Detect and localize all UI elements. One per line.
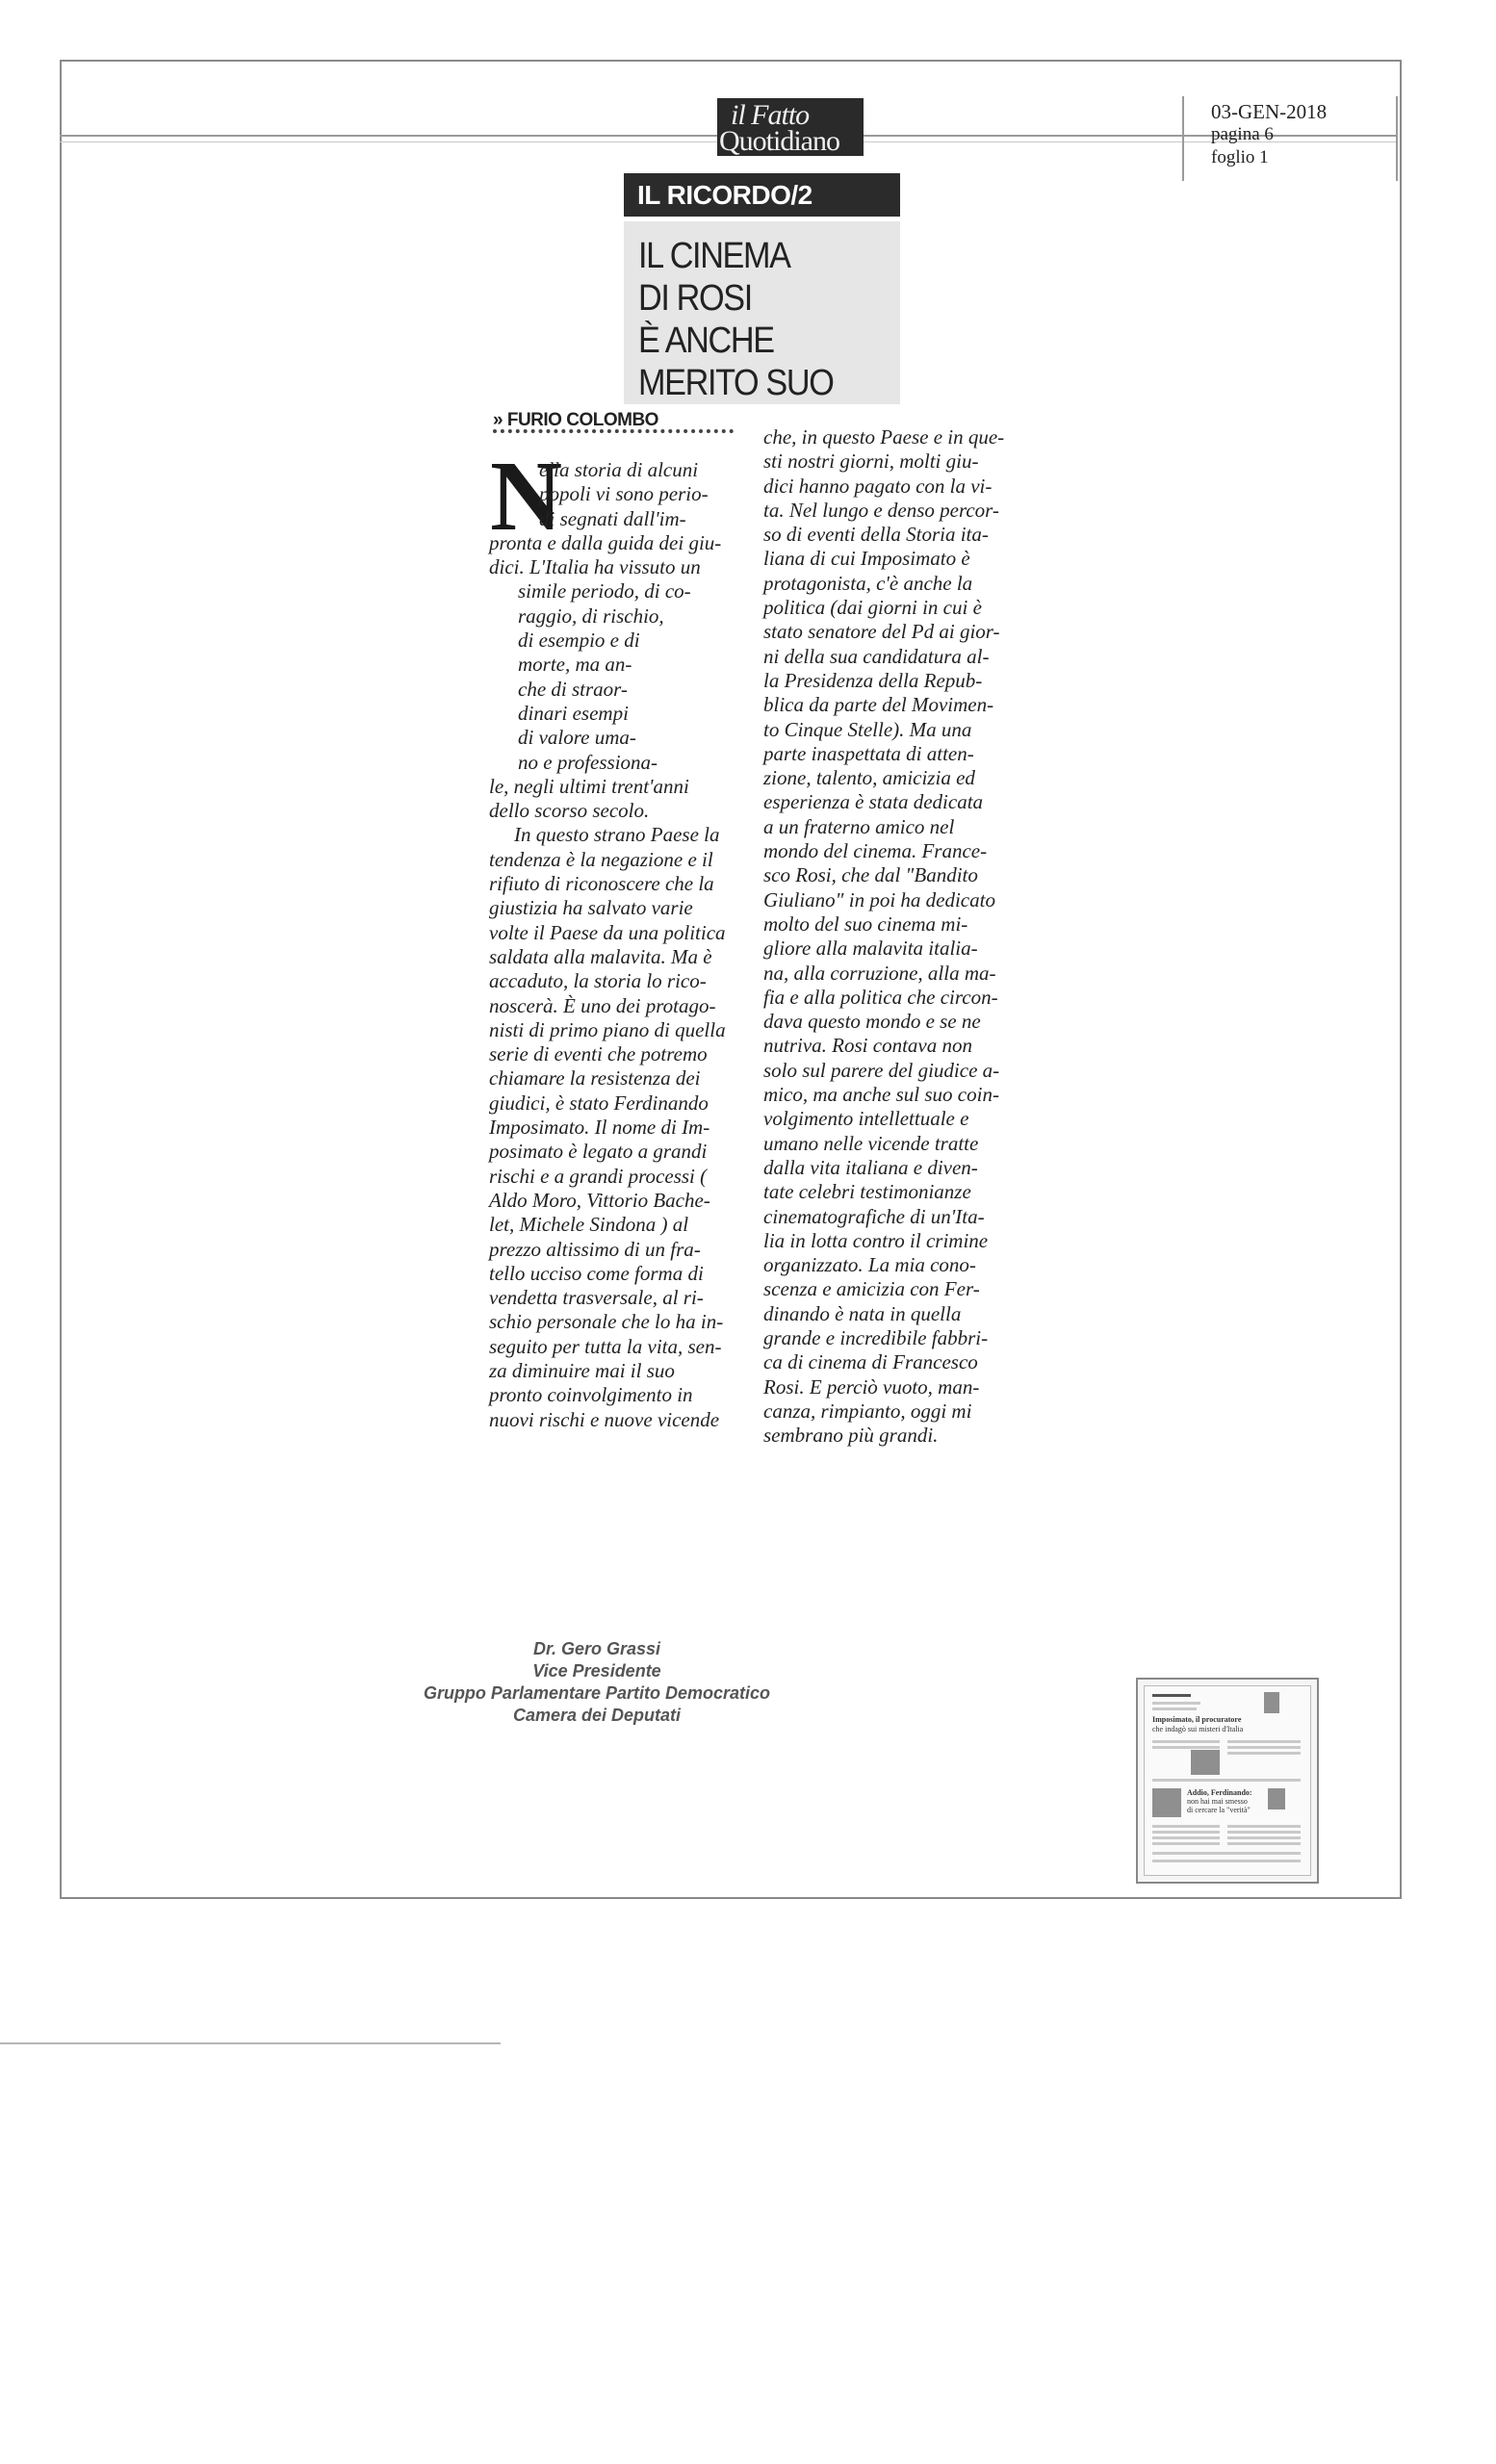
article-column-1 xyxy=(460,458,749,1432)
thumbnail-photo xyxy=(1264,1692,1279,1713)
article-line: ta. Nel lungo e denso percor- xyxy=(763,498,999,522)
article-line: mico, ma anche sul suo coin- xyxy=(763,1083,999,1107)
byline-dotted-rule xyxy=(493,429,734,433)
article-line: dello scorso secolo. xyxy=(489,799,650,823)
article-line: la Presidenza della Repub- xyxy=(763,668,983,692)
thumbnail-text-line xyxy=(1152,1825,1220,1828)
clipping-page: pagina 6 xyxy=(1211,124,1274,144)
article-line: parte inaspettata di atten- xyxy=(763,741,974,765)
article-line: Giuliano" in poi ha dedicato xyxy=(763,887,995,911)
byline: » FURIO COLOMBO xyxy=(493,410,658,430)
article-line: esperienza è stata dedicata xyxy=(763,790,984,814)
logo-line-2: Quotidiano xyxy=(719,125,839,157)
thumbnail-headline-1: Imposimato, il procuratore xyxy=(1152,1715,1242,1724)
article-line: serie di eventi che potremo xyxy=(489,1042,708,1066)
article-line: rischi e a grandi processi ( xyxy=(489,1164,708,1188)
thumbnail-subline-1: che indagò sui misteri d'Italia xyxy=(1152,1725,1244,1733)
article-line: Rosi. E perciò vuoto, man- xyxy=(763,1374,980,1399)
article-line: ca di cinema di Francesco xyxy=(763,1350,978,1374)
article-line: che, in questo Paese e in que- xyxy=(763,425,1005,449)
article-line: dici. L'Italia ha vissuto un xyxy=(489,555,701,579)
headline-line: DI ROSI xyxy=(638,278,752,319)
thumbnail-text-line xyxy=(1227,1836,1301,1839)
article-line: accaduto, la storia lo rico- xyxy=(489,969,707,993)
article-line: blica da parte del Movimen- xyxy=(763,693,994,717)
article-line: sti nostri giorni, molti giu- xyxy=(763,449,979,474)
article-line: morte, ma an- xyxy=(518,653,632,677)
thumbnail-text-line xyxy=(1152,1740,1220,1743)
thumbnail-text-line xyxy=(1227,1740,1301,1743)
article-line: dici hanno pagato con la vi- xyxy=(763,474,993,498)
article-line: popoli vi sono perio- xyxy=(539,482,709,506)
article-line: dinari esempi xyxy=(518,701,629,725)
article-line: prezzo altissimo di un fra- xyxy=(489,1237,701,1261)
article-line: cinematografiche di un'Ita- xyxy=(763,1204,985,1228)
thumbnail-photo xyxy=(1152,1788,1181,1817)
article-line: giudici, è stato Ferdinando xyxy=(489,1091,709,1115)
thumbnail-text-line xyxy=(1152,1860,1301,1862)
headline-line: IL CINEMA xyxy=(638,236,790,276)
thumbnail-photo xyxy=(1268,1788,1285,1810)
thumbnail-text-line xyxy=(1152,1836,1220,1839)
article-line: posimato è legato a grandi xyxy=(489,1140,708,1164)
article-line: Aldo Moro, Vittorio Bache- xyxy=(489,1188,710,1212)
article-line: giustizia ha salvato varie xyxy=(489,896,693,920)
article-line: nutriva. Rosi contava non xyxy=(763,1034,972,1058)
article-line: grande e incredibile fabbri- xyxy=(763,1325,989,1349)
signature-stamp xyxy=(385,1638,809,1727)
article-line: politica (dai giorni in cui è xyxy=(763,596,982,620)
article-line: scenza e amicizia con Fer- xyxy=(763,1277,980,1301)
headline xyxy=(638,235,834,404)
article-line: za diminuire mai il suo xyxy=(489,1358,675,1382)
article-line: di valore uma- xyxy=(518,726,636,750)
article-line: canza, rimpianto, oggi mi xyxy=(763,1399,972,1423)
article-line: to Cinque Stelle). Ma una xyxy=(763,717,972,741)
article-line: a un fraterno amico nel xyxy=(763,814,955,838)
signature-name: Dr. Gero Grassi xyxy=(532,1639,661,1658)
article-line: In questo strano Paese la xyxy=(514,823,720,847)
section-kicker: IL RICORDO/2 xyxy=(624,173,900,217)
article-line: Imposimato. Il nome di Im- xyxy=(489,1116,710,1140)
headline-line: MERITO SUO xyxy=(638,363,834,403)
thumbnail-text-line xyxy=(1152,1707,1197,1710)
article-line: mondo del cinema. France- xyxy=(763,839,988,863)
clipping-sheet: foglio 1 xyxy=(1211,147,1269,167)
thumbnail-masthead xyxy=(1152,1694,1191,1697)
signature-group: Gruppo Parlamentare Partito Democratico xyxy=(423,1683,771,1703)
article-line: dava questo mondo e se ne xyxy=(763,1010,981,1034)
article-line: solo sul parere del giudice a- xyxy=(763,1058,1000,1082)
article-line: pronto coinvolgimento in xyxy=(489,1383,693,1407)
article-line: protagonista, c'è anche la xyxy=(763,571,973,595)
thumbnail-text-line xyxy=(1227,1831,1301,1834)
article-line: di segnati dall'im- xyxy=(539,506,686,530)
article-line: ni della sua candidatura al- xyxy=(763,644,990,668)
thumbnail-text-line xyxy=(1227,1825,1301,1828)
scan-edge-line xyxy=(0,2042,501,2044)
article-line: stato senatore del Pd ai gior- xyxy=(763,620,1000,644)
thumbnail-text-line xyxy=(1152,1852,1301,1855)
article-line: tello ucciso come forma di xyxy=(489,1261,704,1285)
article-line: lia in lotta contro il crimine xyxy=(763,1228,989,1252)
article-line: molto del suo cinema mi- xyxy=(763,911,968,936)
article-line: na, alla corruzione, alla ma- xyxy=(763,961,996,985)
article-line: volgimento intellettuale e xyxy=(763,1107,969,1131)
drop-cap: N xyxy=(490,441,563,552)
thumbnail-text-line xyxy=(1152,1831,1220,1834)
article-line: nisti di primo piano di quella xyxy=(489,1017,726,1041)
article-line: noscerà. È uno dei protago- xyxy=(489,993,716,1017)
article-line: pronta e dalla guida dei giu- xyxy=(489,530,722,554)
article-line: sembrano più grandi. xyxy=(763,1424,939,1448)
article-line: let, Michele Sindona ) al xyxy=(489,1213,689,1237)
article-line: gliore alla malavita italia- xyxy=(763,937,978,961)
thumbnail-text-line xyxy=(1152,1746,1220,1749)
article-line: ella storia di alcuni xyxy=(539,458,699,481)
thumbnail-text-line xyxy=(1227,1746,1301,1749)
thumbnail-headline-2: Addio, Ferdinando: xyxy=(1187,1788,1252,1797)
thumbnail-text-line xyxy=(1152,1779,1301,1782)
article-line: chiamare la resistenza dei xyxy=(489,1066,701,1091)
article-line: nuovi rischi e nuove vicende xyxy=(489,1407,720,1431)
article-line: zione, talento, amicizia ed xyxy=(763,766,975,790)
thumbnail-photo xyxy=(1191,1750,1220,1775)
article-line: dinando è nata in quella xyxy=(763,1301,962,1325)
page-thumbnail xyxy=(1136,1678,1319,1884)
article-line: sco Rosi, che dal "Bandito xyxy=(763,863,978,887)
logo-line-1: il Fatto xyxy=(731,99,810,131)
article-line: no e professiona- xyxy=(518,750,658,774)
clipping-date: 03-GEN-2018 xyxy=(1211,100,1328,123)
thumbnail-page xyxy=(1144,1685,1311,1876)
article-line: di esempio e di xyxy=(518,629,640,653)
signature-role: Vice Presidente xyxy=(532,1661,661,1681)
thumbnail-text-line xyxy=(1152,1702,1200,1705)
article-line: tate celebri testimonianze xyxy=(763,1180,971,1204)
article-line: dalla vita italiana e diven- xyxy=(763,1155,978,1179)
thumbnail-subline-2: non hai mai smesso xyxy=(1187,1797,1248,1806)
thumbnail-text-line xyxy=(1227,1842,1301,1845)
article-line: organizzato. La mia cono- xyxy=(763,1253,976,1277)
article-line: simile periodo, di co- xyxy=(518,579,691,603)
clipping-meta xyxy=(1211,100,1327,169)
article-line: volte il Paese da una politica xyxy=(489,920,726,944)
article-line: raggio, di rischio, xyxy=(518,603,664,628)
article-line: schio personale che lo ha in- xyxy=(489,1310,724,1334)
article-line: che di straor- xyxy=(518,677,628,701)
article-line: vendetta trasversale, al ri- xyxy=(489,1286,704,1310)
newspaper-logo xyxy=(717,98,864,156)
article-line: rifiuto di riconoscere che la xyxy=(489,872,714,896)
article-column-2 xyxy=(763,425,1014,1448)
article-line: saldata alla malavita. Ma è xyxy=(489,944,712,968)
article-line: seguito per tutta la vita, sen- xyxy=(489,1334,722,1358)
signature-chamber: Camera dei Deputati xyxy=(512,1706,682,1725)
thumbnail-text-line xyxy=(1227,1752,1301,1755)
article-line: le, negli ultimi trent'anni xyxy=(489,774,689,798)
article-line: fia e alla politica che circon- xyxy=(763,985,998,1009)
thumbnail-subline-3: di cercare la "verità" xyxy=(1187,1806,1251,1814)
article-line: liana di cui Imposimato è xyxy=(763,547,970,571)
article-line: tendenza è la negazione e il xyxy=(489,847,713,871)
headline-line: È ANCHE xyxy=(638,321,774,361)
article-line: so di eventi della Storia ita- xyxy=(763,523,989,547)
thumbnail-text-line xyxy=(1152,1842,1220,1845)
article-line: umano nelle vicende tratte xyxy=(763,1131,979,1155)
